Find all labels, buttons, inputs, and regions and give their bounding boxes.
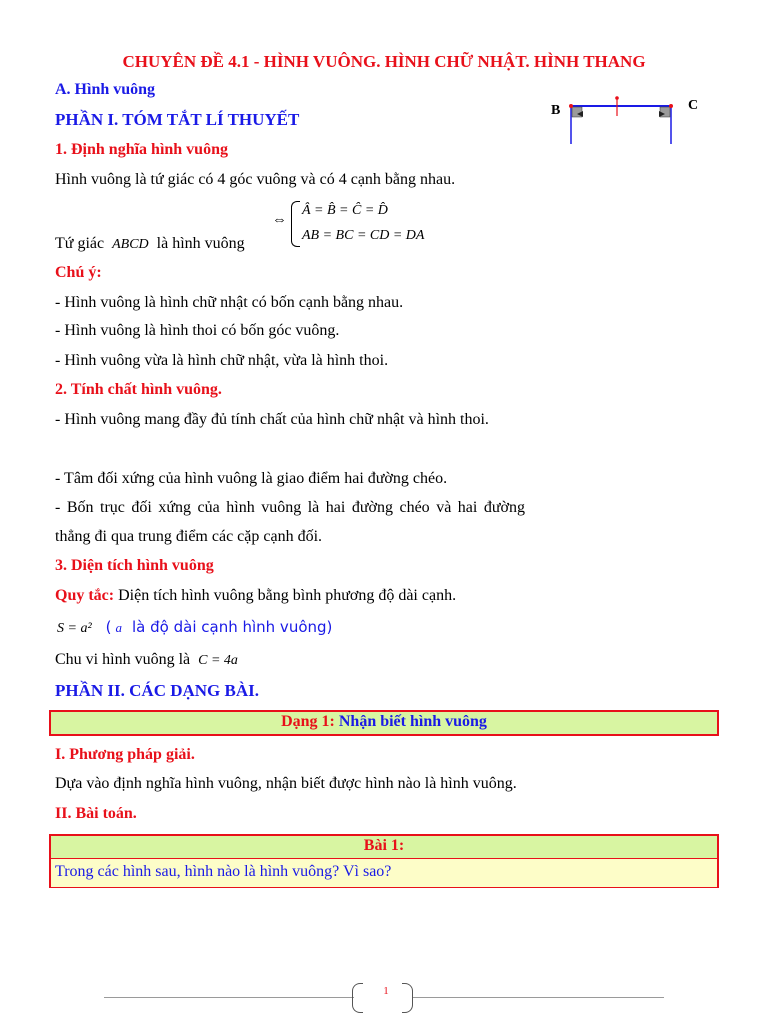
system-line-angles: Â = B̂ = Ĉ = D̂ xyxy=(302,203,388,218)
note-item: - Hình vuông vừa là hình chữ nhật, vừa là hình thoi. xyxy=(55,352,389,369)
footer-bracket-left xyxy=(352,983,363,1013)
area-note-text: là độ dài cạnh hình vuông) xyxy=(132,618,333,636)
note-item: - Hình vuông là hình chữ nhật có bốn cạnh bằng nhau. xyxy=(55,294,404,311)
vertex-c xyxy=(669,104,673,108)
equiv-symbol: ⇔ xyxy=(272,212,287,228)
dang1-name: Nhận biết hình vuông xyxy=(338,713,487,730)
rule-label: Quy tắc: xyxy=(55,587,115,604)
part2-heading: PHẦN II. CÁC DẠNG BÀI. xyxy=(55,681,260,700)
footer-line-right xyxy=(412,997,664,998)
bai1-box xyxy=(49,834,719,888)
area-note-var: a xyxy=(115,620,123,635)
area-note-open: ( xyxy=(105,618,112,636)
abcd-math: ABCD xyxy=(112,237,149,252)
property-2: - Tâm đối xứng của hình vuông là giao điểm hai đường chéo. xyxy=(55,470,448,487)
property-1: - Hình vuông mang đầy đủ tính chất của hình chữ nhật và hình thoi. xyxy=(55,411,489,428)
dang1-title xyxy=(51,712,717,732)
note-item: - Hình vuông là hình thoi có bốn góc vuông. xyxy=(55,322,340,339)
perimeter-text: Chu vi hình vuông là xyxy=(55,651,191,668)
figure-label-c: C xyxy=(688,98,699,113)
rule-text: Diện tích hình vuông bằng bình phương độ dài cạnh. xyxy=(118,587,457,604)
dang1-box xyxy=(49,710,719,736)
problems-heading: II. Bài toán. xyxy=(55,805,137,822)
bai1-header xyxy=(51,836,717,859)
method-heading: I. Phương pháp giải. xyxy=(55,746,195,763)
bai1-question: Trong các hình sau, hình nào là hình vuông? Vì sao? xyxy=(51,859,717,887)
perimeter-line xyxy=(55,651,238,669)
note-heading: Chú ý: xyxy=(55,264,102,281)
part1-heading: PHẦN I. TÓM TẮT LÍ THUYẾT xyxy=(55,110,300,129)
method-text: Dựa vào định nghĩa hình vuông, nhận biết được hình nào là hình vuông. xyxy=(55,775,517,792)
figure-label-b: B xyxy=(551,103,561,118)
area-formula-line xyxy=(57,618,332,637)
perimeter-formula: C = 4a xyxy=(198,653,238,668)
is-square-text: là hình vuông xyxy=(156,235,245,252)
system-line-sides: AB = BC = CD = DA xyxy=(302,228,425,243)
vertex-b xyxy=(569,104,573,108)
document-title: CHUYÊN ĐỀ 4.1 - HÌNH VUÔNG. HÌNH CHỮ NHẬT. HÌNH THANG xyxy=(122,52,646,71)
area-heading: 3. Diện tích hình vuông xyxy=(55,557,214,574)
system-brace xyxy=(291,201,300,247)
definition-heading: 1. Định nghĩa hình vuông xyxy=(55,141,228,158)
properties-heading: 2. Tính chất hình vuông. xyxy=(55,381,222,398)
rule-line xyxy=(55,587,456,605)
property-3: - Bốn trục đối xứng của hình vuông là hai đường chéo và hai đường thẳng đi qua trung điểm các cặp cạnh đối. xyxy=(55,499,525,545)
definition-text: Hình vuông là tứ giác có 4 góc vuông và có 4 cạnh bằng nhau. xyxy=(55,171,456,188)
tugiac-word: Tứ giác xyxy=(55,235,105,252)
section-a-heading: A. Hình vuông xyxy=(55,81,156,98)
tugiac-label xyxy=(55,235,245,253)
page-number: 1 xyxy=(383,985,389,997)
footer-line-left xyxy=(104,997,354,998)
mid-dot xyxy=(615,96,619,100)
footer-bracket-right xyxy=(402,983,413,1013)
bai1-label: Bài 1: xyxy=(363,837,405,854)
dang1-label: Dạng 1: xyxy=(281,713,335,730)
area-formula: S = a² xyxy=(57,621,92,636)
